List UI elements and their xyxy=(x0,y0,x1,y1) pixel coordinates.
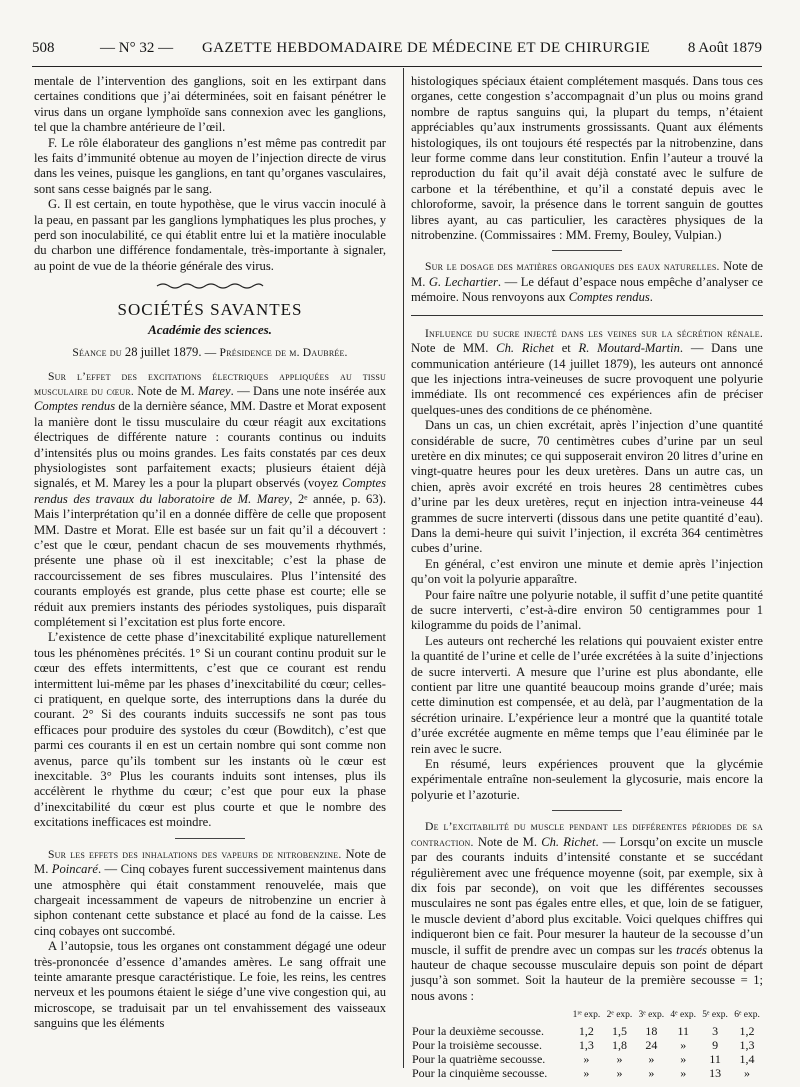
table-cell: 1,3 xyxy=(578,1037,594,1052)
column-header: 1ʳᵉ exp. xyxy=(572,1010,601,1021)
article-paragraph: Les auteurs ont recherché les relations qui pouvaient exister entre la quantité de l’urine et celle de l’urée excrétées à la suite d’injections de sucre interverti. A mesure que l’urine est plus abondante, elle contient par litre une quantité beaucoup moins grande d’urée; mais cette diminution est compensée, et au delà, par l’augmentation de la sécrétion urinaire. L’expérience leur a montré que la quantité totale d’urée excrétée augmente en même temps que l’eau éliminée par le rein avec le sucre. xyxy=(411,633,763,756)
right-column xyxy=(411,74,763,1080)
academy-heading: Académie des sciences. xyxy=(148,321,272,337)
seance-presidence: — Présidence de m. Daubrée. xyxy=(204,346,348,360)
table-cell: 1,5 xyxy=(611,1023,627,1038)
author-name: G. Lechartier xyxy=(428,274,498,289)
left-column xyxy=(34,74,386,1032)
table-cell: 11 xyxy=(677,1023,690,1038)
section-title: SOCIÉTÉS SAVANTES xyxy=(117,300,303,320)
article-paragraph: En résumé, leurs expériences prouvent que la glycémie expérimentale entraîne non-seulement la glycosurie, mais encore la polyurie et l’azoturie. xyxy=(411,757,763,802)
author-name: Poincaré xyxy=(51,862,98,877)
table-cell: 1,3 xyxy=(739,1037,755,1052)
table-cell: 1,2 xyxy=(739,1023,755,1038)
article-heading: Sur l’effet des excitations électriques appliquées au tissu musculaire du cœur. xyxy=(34,369,386,398)
table-cell: » xyxy=(616,1051,623,1066)
article-marey-paragraph-2: L’existence de cette phase d’inexcitabilité explique naturellement tous les phénomènes précités. 1° Si un courant continu produit sur le cœur des effets intermittents, c’est que ce courant est rendu intermittent lui-même par les phases d’inexcitabilité du cœur; celles-ci pratiquent, en quelque sorte, des interruptions dans la durée du courant. 2° Si des courants induits successifs ne sont pas tous efficaces pour produire des systoles du cœur (Bowditch), c’est que parmi ces courants il en est un certain nombre qui sont comme non avenus, parce qu’ils tombent sur les instants où le cœur est inexcitable. 3° Plus les courants induits sont intenses, plus ils accélèrent le rhythme du cœur; c’est que pour eux la phase d’inexcitabilité du cœur est plus courte et que le nombre des excitations inefficaces est moindre. xyxy=(34,630,386,830)
table-cell: 1,8 xyxy=(611,1037,627,1052)
continued-paragraph: histologiques spéciaux étaient complétement masqués. Dans tous ces organes, cette congestion s’accompagnait d’un plus ou moins grand nombre de raptus sanguins qui, la plupart du temps, n’étaient appréciables qu’aux instruments grossissants. Quant aux éléments histologiques, ils ont toujours été respectés par la nitrobenzine, dans leur forme comme dans leur constitution. Enfin l’auteur a trouvé la reproduction du fait qu’il avait déjà constaté avec le sulfure de carbone et la térébenthine, et qu’il a constaté depuis avec le chloroforme, savoir, la présence dans le torrent sanguin de gouttes libres ayant, au cas particulier, les caractères physiques de la nitrobenzine. (Commissaires : MM. Fremy, Bouley, Vulpian.) xyxy=(411,74,763,243)
ornamental-divider xyxy=(155,282,265,290)
article-poincare-paragraph-2: A l’autopsie, tous les organes ont constamment dégagé une odeur très-prononcée d’essence d’amandes amères. Le sang offrait une teinte amarante presque caractéristique. Le foie, les reins, les centres nerveux et les poumons étaient le siége d’une vive congestion qui, au microscope, se traduisait par un tel envahissement des vaisseaux sanguins que les éléments xyxy=(34,939,386,1031)
table-cell: 1,2 xyxy=(578,1023,594,1038)
section-rule xyxy=(411,315,763,316)
column-header: 2ᵉ exp. xyxy=(606,1010,633,1021)
section-rule xyxy=(552,810,622,811)
column-divider xyxy=(403,68,404,1068)
table-cell: » xyxy=(583,1065,590,1080)
secousse-table xyxy=(411,1008,763,1079)
seance-date: 28 juillet 1879. xyxy=(124,345,202,360)
point-g-paragraph: G. Il est certain, en toute hypothèse, que le virus vaccin inoculé à la peau, en passant par les ganglions lymphatiques les plus proches, y perd son inoculabilité, ce qui établit entre lui et la matière inoculable du charbon une différence fondamentale, très-importante à signaler, au point de vue de la théorie générale des virus. xyxy=(34,197,386,273)
row-label: Pour la deuxième secousse. xyxy=(412,1023,544,1038)
table-cell: » xyxy=(680,1065,687,1080)
table-cell: » xyxy=(680,1037,687,1052)
author-name: Ch. Richet xyxy=(541,834,596,849)
author-name: Ch. Richet xyxy=(496,341,554,356)
table-row xyxy=(411,1038,763,1052)
table-cell: » xyxy=(648,1065,655,1080)
table-cell: 18 xyxy=(645,1023,658,1038)
page-number: 508 xyxy=(32,40,55,56)
column-header: 5ᵉ exp. xyxy=(702,1010,728,1021)
table-cell: 9 xyxy=(712,1037,719,1052)
column-header: 4ᵉ exp. xyxy=(670,1010,697,1021)
page-header xyxy=(32,38,762,67)
article-heading: Sur les effets des inhalations des vapeurs de nitrobenzine. xyxy=(48,847,342,861)
author-name: R. Moutard-Martin xyxy=(578,341,680,356)
article-richet-sucre: Influence du sucre injecté dans les veines sur la sécrétion rénale. Note de MM. Ch. Richet et R. Moutard-Martin. — Dans une communication antérieure (14 juillet 1879), les auteurs ont annoncé que les injections intra-veineuses de sucre provoquent une polyurie immédiate. Ils ont recommencé ces expériences afin de préciser quelques-unes des conditions de ce phénomène. xyxy=(411,326,763,417)
article-richet-muscle: De l’excitabilité du muscle pendant les différentes périodes de sa contraction. Note de M. Ch. Richet. — Lorsqu’on excite un muscle par des courants induits d’intensité constante et se succédant régulièrement avec une fréquence moyenne (soit, par exemple, six à dix fois par seconde), on voit que les différentes secousses musculaires ne sont pas égales entre elles, et que, loin de se fatiguer, le muscle devient d’abord plus excitable. Voici quelques chiffres qui indiqueront bien ce fait. Pour mesurer la hauteur de la secousse d’un muscle, il suffit de prendre avec un compas sur les tracés obtenus la hauteur de chaque secousse musculaire depuis son point de départ jusqu’à son sommet. Soit la hauteur de la première secousse = 1; nous avons : xyxy=(411,820,764,1003)
table-cell: » xyxy=(648,1051,655,1066)
article-heading: Influence du sucre injecté dans les veines sur la sécrétion rénale. xyxy=(425,326,763,340)
article-heading: De l’excitabilité du muscle pendant les différentes périodes de sa contraction. xyxy=(411,820,763,849)
article-paragraph: Dans un cas, un chien excrétait, après l’injection d’une quantité considérable de sucre, 70 centimètres cubes d’urine par un seul uretère en dix minutes; ce qui supposerait environ 20 litres d’urine en vingt-quatre heures pour les deux uretères. Dans un autre cas, un chien, après avoir excrété en trois heures 28 centimètres cubes d’urine par les deux uretères, reçut en injection intra-veineuse 44 grammes de sucre interverti (dissous dans une petite quantité d’eau). Dans la demi-heure qui suivit l’injection, il excréta 364 centimètres cubes d’urine. xyxy=(411,418,763,556)
table-cell: » xyxy=(616,1065,623,1080)
section-rule xyxy=(175,838,245,839)
author-name: Marey xyxy=(198,383,231,398)
section-rule xyxy=(552,250,622,251)
table-cell: » xyxy=(583,1051,590,1066)
table-cell: 11 xyxy=(709,1051,721,1066)
row-label: Pour la cinquième secousse. xyxy=(412,1065,548,1080)
publication-title: GAZETTE HEBDOMADAIRE DE MÉDECINE ET DE CHIRURGIE xyxy=(202,40,651,56)
seance-prefix: Séance du xyxy=(72,346,122,360)
table-cell: 13 xyxy=(709,1065,722,1080)
table-row xyxy=(411,1024,763,1038)
row-label: Pour la quatrième secousse. xyxy=(412,1051,546,1066)
table-cell: 24 xyxy=(645,1037,658,1052)
issue-date: 8 Août 1879 xyxy=(687,40,762,56)
seance-line xyxy=(34,345,386,360)
point-f-paragraph: F. Le rôle élaborateur des ganglions n’est même pas contredit par les faits d’immunité obtenue au moyen de l’injection directe de virus dans les veines, puisque les ganglions, en tant qu’organes vasculaires, sont sans cesse baignés par le sang. xyxy=(34,135,386,196)
article-paragraph: En général, c’est environ une minute et demie après l’injection qu’on voit la polyurie apparaître. xyxy=(411,556,763,587)
table-cell: » xyxy=(744,1065,751,1080)
row-label: Pour la troisième secousse. xyxy=(412,1037,542,1052)
issue-number: — N° 32 — xyxy=(100,40,174,56)
article-poincare: Sur les effets des inhalations des vapeurs de nitrobenzine. Note de M. Poincaré. — Cinq cobayes furent successivement maintenus dans une atmosphère qui était constamment renouvelée, mais que chargeait incessamment de vapeurs de nitrobenzine un encrier à siphon contenant cette substance et placé au fond de la caisse. Les cinq cobayes ont succombé. xyxy=(34,846,386,938)
article-lechartier: Sur le dosage des matières organiques des eaux naturelles. Note de M. G. Lechartier. — Le défaut d’espace nous empêche d’analyser ce mémoire. Nous renvoyons aux Comptes rendus. xyxy=(411,259,763,305)
table-cell: 3 xyxy=(712,1023,719,1038)
table-row xyxy=(411,1052,763,1066)
table-cell: 1,4 xyxy=(739,1051,755,1066)
table-row xyxy=(411,1066,763,1080)
table-cell: » xyxy=(680,1051,687,1066)
column-header: 3ᵉ exp. xyxy=(638,1010,665,1021)
article-marey: Sur l’effet des excitations électriques appliquées au tissu musculaire du cœur. Note de M. Marey. — Dans une note insérée aux Comptes rendus de la dernière séance, MM. Dastre et Morat exposent la manière dont le tissu musculaire du cœur réagit aux excitations électriques de différente nature : courants continus ou induits d’intensités plus ou moins grandes. Les faits constatés par ces deux physiologistes sont parfaitement exacts; plusieurs étaient déjà signalés, et M. Marey les a pour la plupart observés (voyez Comptes rendus des travaux du laboratoire de M. Marey, 2ᵉ année, p. 63). Mais l’interprétation qu’il en a donnée diffère de celle que proposent MM. Dastre et Morat. Elle est basée sur un fait qu’il a découvert : c’est que le cœur, pendant chacun de ses mouvements rhythmés, présente une phase où il est inexcitable; c’est la phase de raccourcissement de ses fibres musculaires. Plus l’intensité des courants employés est grande, plus cette phase est courte; elle se réduit aux premiers instants des périodes systoliques, puis disparaît complétement si l’excitation est plus forte encore. xyxy=(34,369,387,629)
column-header: 6ᵉ exp. xyxy=(734,1010,760,1021)
article-heading: Sur le dosage des matières organiques des eaux naturelles. xyxy=(425,260,720,274)
article-paragraph: Pour faire naître une polyurie notable, il suffit d’une petite quantité de sucre interverti, c’est-à-dire environ 50 centigrammes pour 1 kilogramme du poids de l’animal. xyxy=(411,587,763,633)
intro-paragraph: mentale de l’intervention des ganglions, soit en les extirpant dans certaines conditions que j’ai déterminées, soit en faisant pénétrer le virus dans un organe lymphoïde sans connexion avec les ganglions, tel que la chambre antérieure de l’œil. xyxy=(34,74,386,135)
table-header-row xyxy=(411,1008,763,1023)
